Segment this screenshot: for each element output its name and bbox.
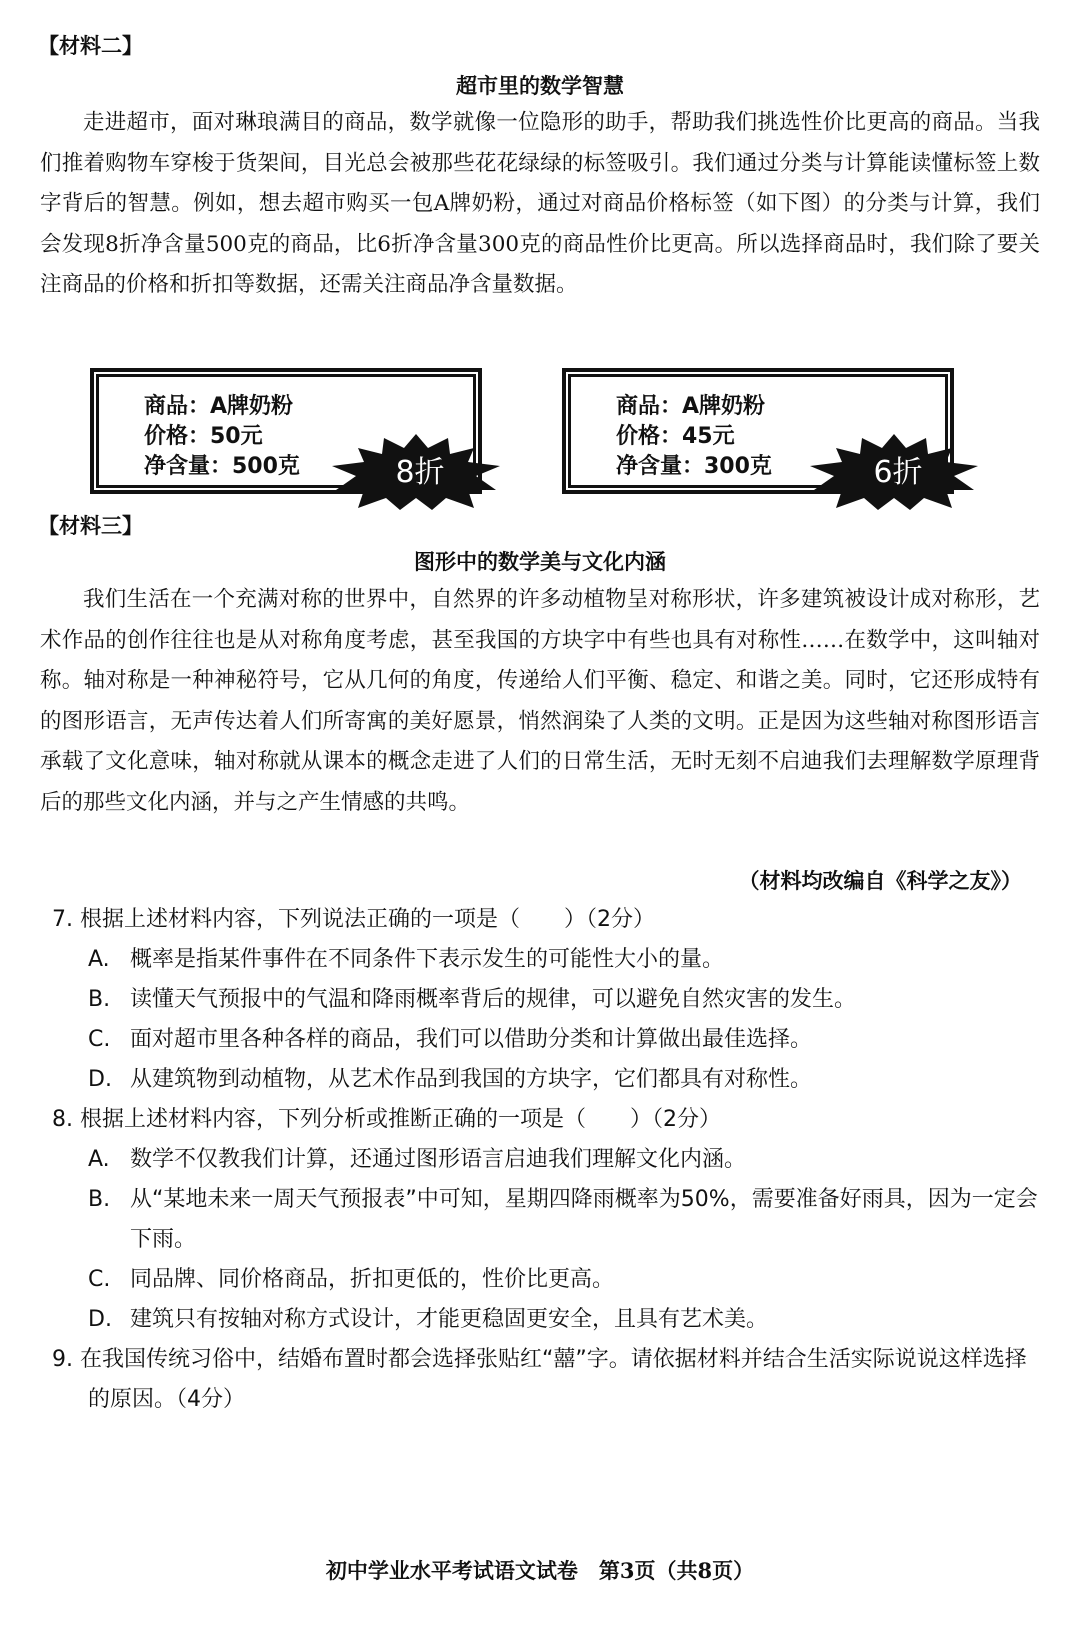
- price-tag-1-net: 净含量：500克: [144, 454, 300, 479]
- option-key: B.: [88, 987, 111, 1012]
- material-3-label: 【材料三】: [38, 513, 143, 538]
- price-tag-2-net: 净含量：300克: [616, 454, 772, 479]
- option-text: 数学不仅教我们计算，还通过图形语言启迪我们理解文化内涵。: [130, 1147, 747, 1172]
- q8-option-a[interactable]: [88, 1140, 1038, 1180]
- q7-option-c[interactable]: [88, 1020, 1038, 1060]
- q8-option-b[interactable]: [88, 1180, 1038, 1260]
- material-2-title: 超市里的数学智慧: [456, 73, 624, 98]
- q8-option-d[interactable]: [88, 1300, 1038, 1340]
- option-text: 概率是指某件事件在不同条件下表示发生的可能性大小的量。: [130, 947, 725, 972]
- question-7: 7. 根据上述材料内容，下列说法正确的一项是（ ）（2分）: [52, 907, 655, 932]
- material-3-paragraph: 我们生活在一个充满对称的世界中，自然界的许多动植物呈对称形状，许多建筑被设计成对称形，艺术作品的创作往往也是从对称角度考虑，甚至我国的方块字中有些也具有对称性……在数学中，这叫轴对称。轴对称是一种神秘符号，它从几何的角度，传递给人们平衡、稳定、和谐之美。同时，它还形成特有的图形语言，无声传达着人们所寄寓的美好愿景，悄然润染了人类的文明。正是因为这些轴对称图形语言承载了文化意味，轴对称就从课本的概念走进了人们的日常生活，无时无刻不启迪我们去理解数学原理背后的那些文化内涵，并与之产生情感的共鸣。: [40, 587, 1040, 815]
- option-key: C.: [88, 1267, 111, 1292]
- question-9: 9. 在我国传统习俗中，结婚布置时都会选择张贴红“囍”字。请依据材料并结合生活实际说说这样选择的原因。（4分）: [52, 1347, 1027, 1412]
- material-2-body: [40, 103, 1040, 306]
- discount-label-2: 6折: [873, 455, 923, 490]
- price-tag-1-text: [144, 392, 300, 482]
- material-2-paragraph: 走进超市，面对琳琅满目的商品，数学就像一位隐形的助手，帮助我们挑选性价比更高的商品。当我们推着购物车穿梭于货架间，目光总会被那些花花绿绿的标签吸引。我们通过分类与计算能读懂标签上数字背后的智慧。例如，想去超市购买一包A牌奶粉，通过对商品价格标签（如下图）的分类与计算，我们会发现8折净含量500克的商品，比6折净含量300克的商品性价比更高。所以选择商品时，我们除了要关注商品的价格和折扣等数据，还需关注商品净含量数据。: [40, 110, 1040, 297]
- price-tag-2-price: 价格：45元: [616, 424, 735, 449]
- option-text: 建筑只有按轴对称方式设计，才能更稳固更安全，且具有艺术美。: [130, 1307, 769, 1332]
- price-tag-2-text: [616, 392, 772, 482]
- price-tag-2-product: 商品：A牌奶粉: [616, 394, 766, 419]
- question-8: 8. 根据上述材料内容，下列分析或推断正确的一项是（ ）（2分）: [52, 1107, 721, 1132]
- q7-option-b[interactable]: [88, 980, 1038, 1020]
- option-key: B.: [88, 1187, 111, 1212]
- option-text: 同品牌、同价格商品，折扣更低的，性价比更高。: [130, 1267, 615, 1292]
- discount-label-1: 8折: [395, 455, 445, 490]
- option-key: D.: [88, 1067, 112, 1092]
- page-footer: 初中学业水平考试语文试卷 第3页（共8页）: [325, 1558, 755, 1583]
- discount-burst-1: [328, 432, 504, 512]
- option-key: A.: [88, 947, 110, 972]
- option-key: C.: [88, 1027, 111, 1052]
- option-text: 面对超市里各种各样的商品，我们可以借助分类和计算做出最佳选择。: [130, 1027, 813, 1052]
- material-source: （材料均改编自《科学之友》）: [738, 868, 1022, 893]
- option-key: A.: [88, 1147, 110, 1172]
- material-2-label: 【材料二】: [38, 33, 143, 58]
- price-tag-1-product: 商品：A牌奶粉: [144, 394, 294, 419]
- option-text: 从建筑物到动植物，从艺术作品到我国的方块字，它们都具有对称性。: [130, 1067, 813, 1092]
- material-3-title: 图形中的数学美与文化内涵: [414, 549, 666, 574]
- option-key: D.: [88, 1307, 112, 1332]
- discount-burst-2: [806, 432, 982, 512]
- q7-option-d[interactable]: [88, 1060, 1038, 1100]
- option-text: 从“某地未来一周天气预报表”中可知，星期四降雨概率为50%，需要准备好雨具，因为一定会下雨。: [130, 1187, 1038, 1252]
- q7-option-a[interactable]: [88, 940, 1038, 980]
- option-text: 读懂天气预报中的气温和降雨概率背后的规律，可以避免自然灾害的发生。: [130, 987, 857, 1012]
- price-tag-1-price: 价格：50元: [144, 424, 263, 449]
- material-3-body: [40, 580, 1040, 823]
- q8-option-c[interactable]: [88, 1260, 1038, 1300]
